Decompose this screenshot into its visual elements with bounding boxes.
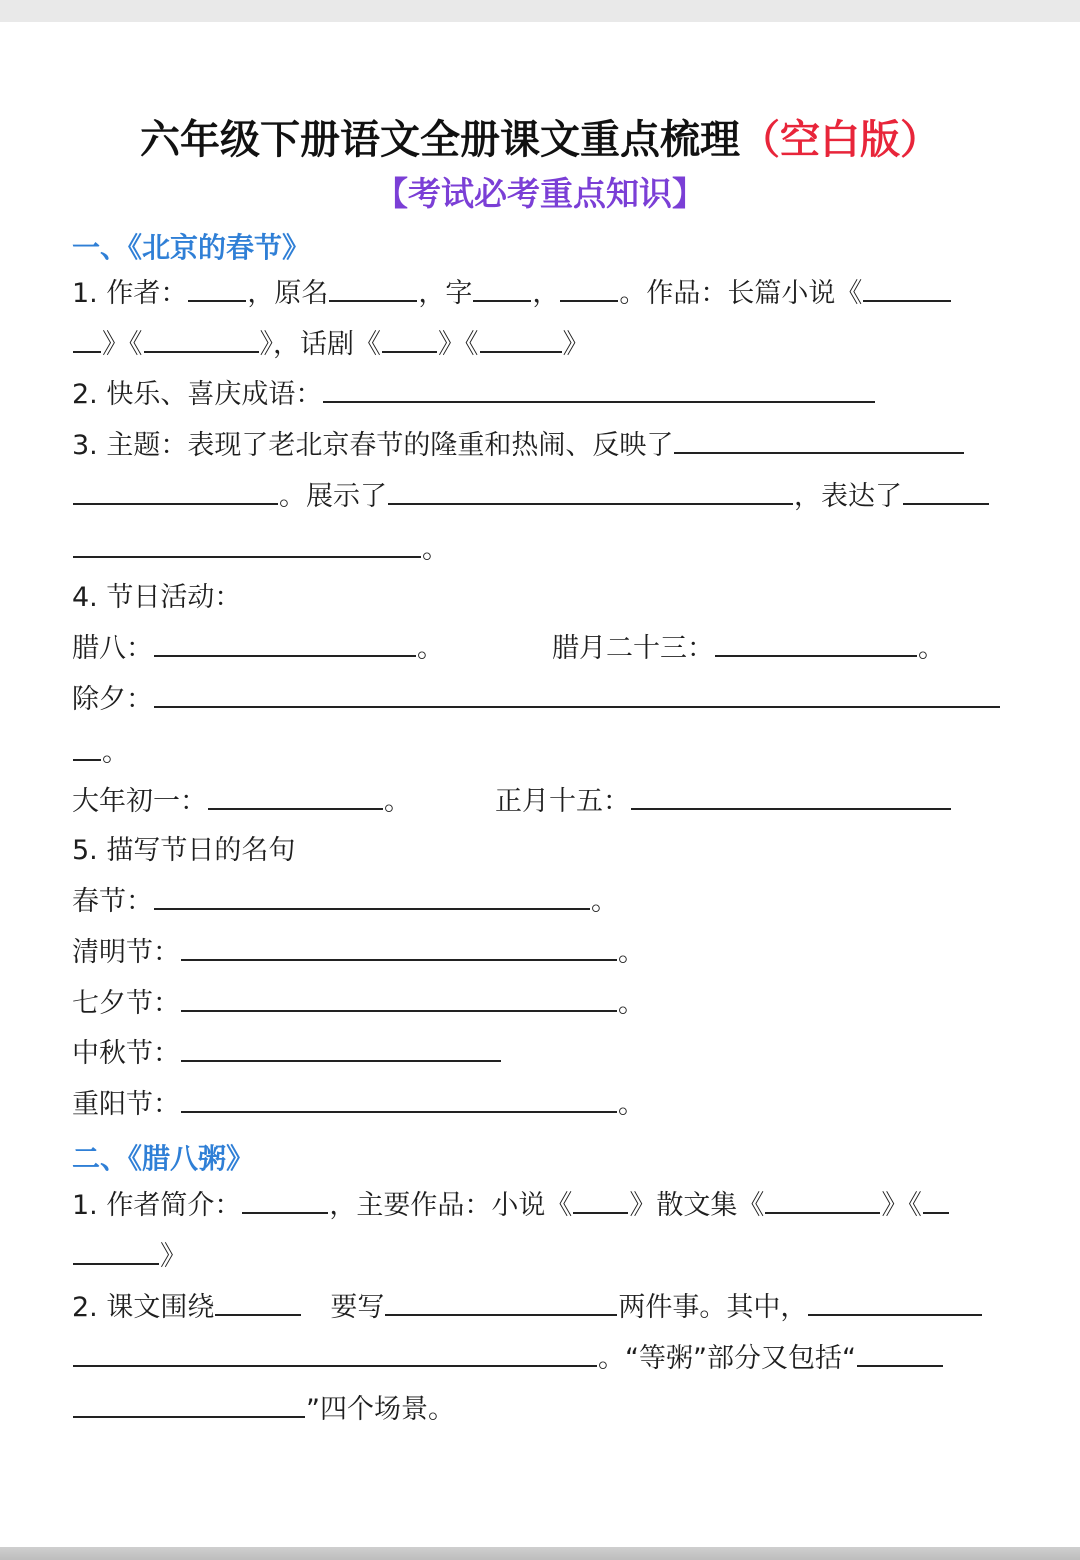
section-heading-2: 二、《腊八粥》 bbox=[72, 1142, 255, 1175]
s2-line-content-2 bbox=[72, 1341, 944, 1377]
s1-line-works bbox=[72, 327, 590, 363]
s2-waiting-label: 。“等粥”部分又包括“ bbox=[598, 1343, 856, 1374]
blank[interactable] bbox=[480, 329, 562, 353]
s1-show-label: 。展示了 bbox=[279, 481, 387, 512]
blank[interactable] bbox=[181, 937, 617, 961]
page-title bbox=[0, 108, 1080, 165]
blank[interactable] bbox=[573, 1190, 628, 1214]
s1-orig-label: ，原名 bbox=[247, 278, 329, 309]
blank[interactable] bbox=[323, 379, 875, 403]
blank[interactable] bbox=[903, 481, 989, 505]
title-main: 六年级下册语文全册课文重点梳理 bbox=[140, 117, 740, 163]
s1-line-quotes-heading: 5. 描写节日的名句 bbox=[72, 835, 296, 866]
s1-line-chuxi bbox=[72, 682, 1001, 718]
period: 。 bbox=[384, 786, 411, 817]
s1-line-theme-2 bbox=[72, 479, 990, 515]
blank[interactable] bbox=[560, 278, 618, 302]
blank[interactable] bbox=[154, 633, 416, 657]
s2-line-content bbox=[72, 1290, 983, 1326]
chunjie-label: 春节： bbox=[72, 886, 153, 917]
blank[interactable] bbox=[181, 988, 617, 1012]
s2-two-things-label: 两件事。其中， bbox=[618, 1292, 808, 1323]
s2-write-label: 要写 bbox=[330, 1292, 385, 1323]
blank[interactable] bbox=[188, 278, 246, 302]
s1-drama-label: 》，话剧《 bbox=[259, 329, 381, 360]
blank[interactable] bbox=[382, 329, 437, 353]
bottom-scroll-strip bbox=[0, 1547, 1080, 1560]
s2-around-label: 2. 课文围绕 bbox=[72, 1292, 215, 1323]
period: 。 bbox=[422, 534, 449, 565]
blank[interactable] bbox=[674, 430, 964, 454]
s1-line-laba bbox=[72, 631, 444, 667]
blank[interactable] bbox=[154, 684, 1000, 708]
blank[interactable] bbox=[329, 278, 417, 302]
s2-scenes-label: ”四个场景。 bbox=[306, 1394, 455, 1425]
blank[interactable] bbox=[215, 1292, 301, 1316]
layue-label: 腊月二十三： bbox=[552, 633, 714, 664]
s1-line-chuxi-2 bbox=[72, 735, 129, 771]
s2-line-author bbox=[72, 1188, 950, 1224]
s2-line-content-3 bbox=[72, 1392, 455, 1428]
s1-line-chongyang bbox=[72, 1087, 645, 1123]
zhongqiu-label: 中秋节： bbox=[72, 1038, 180, 1069]
blank[interactable] bbox=[388, 481, 793, 505]
blank[interactable] bbox=[181, 1038, 501, 1062]
blank[interactable] bbox=[385, 1292, 617, 1316]
period: 。 bbox=[618, 988, 645, 1019]
s2-essays-label: 》散文集《 bbox=[629, 1190, 765, 1221]
s1-line-qingming bbox=[72, 935, 645, 971]
blank[interactable] bbox=[73, 1394, 305, 1418]
s2-line-author-2 bbox=[72, 1239, 187, 1275]
s1-zi-label: ，字 bbox=[418, 278, 473, 309]
s1-line-zhongqiu bbox=[72, 1036, 502, 1072]
blank[interactable] bbox=[208, 786, 383, 810]
s1-line-chunjie bbox=[72, 884, 618, 920]
s1-idioms-label: 2. 快乐、喜庆成语： bbox=[72, 379, 323, 410]
s1-line-idioms bbox=[72, 377, 876, 413]
blank[interactable] bbox=[73, 329, 101, 353]
blank[interactable] bbox=[144, 329, 259, 353]
qingming-label: 清明节： bbox=[72, 937, 180, 968]
s1-author-label: 1. 作者： bbox=[72, 278, 188, 309]
blank[interactable] bbox=[863, 278, 951, 302]
chongyang-label: 重阳节： bbox=[72, 1089, 180, 1120]
chuyi-label: 大年初一： bbox=[72, 786, 207, 817]
s1-book-close: 》 bbox=[562, 329, 590, 360]
s2-book-sep: 》《 bbox=[881, 1190, 922, 1221]
s2-book-close: 》 bbox=[160, 1241, 187, 1272]
s1-line-author bbox=[72, 276, 952, 312]
page-subtitle: 【考试必考重点知识】 bbox=[375, 174, 705, 213]
blank[interactable] bbox=[923, 1190, 949, 1214]
period: 。 bbox=[102, 737, 129, 768]
qixi-label: 七夕节： bbox=[72, 988, 180, 1019]
section-heading-1: 一、《北京的春节》 bbox=[72, 231, 311, 264]
title-tag: （空白版） bbox=[740, 117, 940, 163]
s1-express-label: ，表达了 bbox=[794, 481, 902, 512]
blank[interactable] bbox=[154, 886, 590, 910]
blank[interactable] bbox=[631, 786, 951, 810]
blank[interactable] bbox=[765, 1190, 880, 1214]
s1-book-sep-2: 》《 bbox=[438, 329, 479, 360]
s1-theme-label: 3. 主题：表现了老北京春节的隆重和热闹、反映了 bbox=[72, 430, 674, 461]
s1-comma: ， bbox=[532, 278, 560, 309]
blank[interactable] bbox=[808, 1292, 982, 1316]
s1-book-sep: 》《 bbox=[102, 329, 143, 360]
s1-line-layue bbox=[552, 631, 945, 667]
blank[interactable] bbox=[715, 633, 917, 657]
s2-author-label: 1. 作者简介： bbox=[72, 1190, 242, 1221]
blank[interactable] bbox=[73, 481, 278, 505]
chuxi-label: 除夕： bbox=[72, 684, 153, 715]
s1-line-zhengyue bbox=[495, 784, 952, 820]
laba-label: 腊八： bbox=[72, 633, 153, 664]
blank[interactable] bbox=[73, 534, 421, 558]
blank[interactable] bbox=[73, 1343, 597, 1367]
blank[interactable] bbox=[73, 737, 101, 761]
blank[interactable] bbox=[242, 1190, 328, 1214]
s1-line-activities: 4. 节日活动： bbox=[72, 582, 242, 613]
zhengyue-label: 正月十五： bbox=[495, 786, 630, 817]
period: 。 bbox=[591, 886, 618, 917]
blank[interactable] bbox=[73, 1241, 159, 1265]
period: 。 bbox=[618, 1089, 645, 1120]
period: 。 bbox=[918, 633, 945, 664]
blank[interactable] bbox=[181, 1089, 617, 1113]
s1-line-chuyi bbox=[72, 784, 411, 820]
blank[interactable] bbox=[473, 278, 531, 302]
s1-line-theme-3 bbox=[72, 532, 449, 568]
s2-works-label: ，主要作品：小说《 bbox=[329, 1190, 573, 1221]
blank[interactable] bbox=[857, 1343, 943, 1367]
s1-works-label: 。作品：长篇小说《 bbox=[619, 278, 863, 309]
s1-line-theme bbox=[72, 428, 965, 464]
period: 。 bbox=[618, 937, 645, 968]
s1-line-qixi bbox=[72, 986, 645, 1022]
period: 。 bbox=[417, 633, 444, 664]
